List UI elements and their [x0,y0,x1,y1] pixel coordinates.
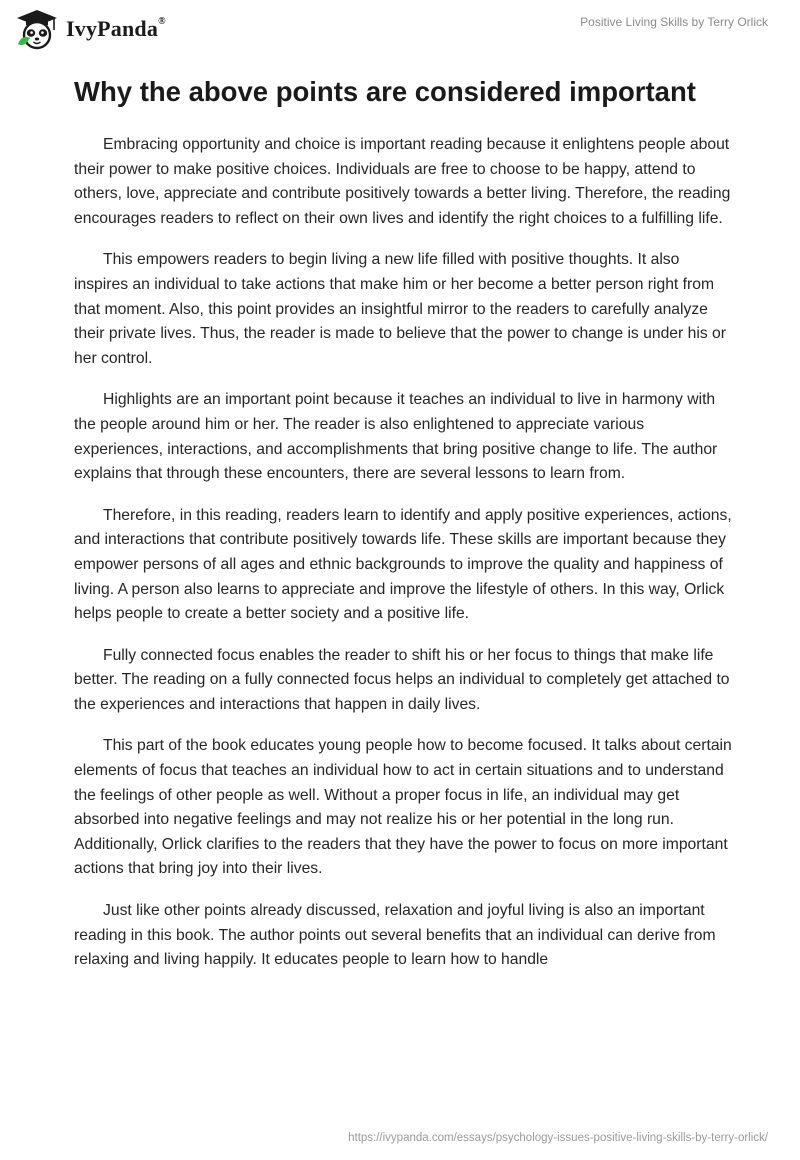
panda-mascot-icon [14,8,60,50]
ivypanda-logo-link[interactable] [14,8,166,50]
registered-mark: ® [158,15,166,27]
paragraph-2: This empowers readers to begin living a new life filled with positive thoughts. It also inspires an individual to take actions that make him or her become a better person right from that moment. Also, this point provides an insightful mirror to the readers to carefully analyze their private lives. Thus, the reader is made to believe that the power to change is under his or her control. [74,251,726,367]
paragraph-6: This part of the book educates young people how to become focused. It talks about certain elements of focus that teaches an individual how to act in certain situations and to understand the feelings of other people as well. Without a proper focus in life, an individual may get absorbed into negative feelings and may not realize his or her potential in the long run. Additionally, Orlick clarifies to the readers that they have the power to focus on more important actions that bring joy into their lives. [74,737,732,878]
brand-name: IvyPanda® [66,15,166,41]
paragraph-1: Embracing opportunity and choice is important reading because it enlightens people about their power to make positive choices. Individuals are free to choose to be happy, attend to others, love, appreciate and contribute positively towards a better living. Therefore, the reading encourages readers to reflect on their own lives and identify the right choices to a fulfilling life. [74,136,731,227]
source-url-link[interactable]: https://ivypanda.com/essays/psychology-issues-positive-living-skills-by-terry-orlick/ [348,1132,768,1144]
page-header [0,0,800,60]
paragraph-3: Highlights are an important point because it teaches an individual to live in harmony with the people around him or her. The reader is also enlightened to appreciate various experiences, interactions, and accomplishments that bring positive change to life. The author explains that through these encounters, there are several lessons to learn from. [74,391,718,483]
document-title: Positive Living Skills by Terry Orlick [580,15,768,29]
section-heading: Why the above points are considered important [74,76,696,107]
article-body [74,72,734,990]
paragraph-4: Therefore, in this reading, readers learn to identify and apply positive experiences, actions, and interactions that contribute positively towards life. These skills are important because they empower persons of all ages and ethnic backgrounds to improve the quality and happiness of living. A person also learns to appreciate and improve the lifestyle of others. In this way, Orlick helps people to create a better society and a positive life. [74,506,732,623]
paragraph-7: Just like other points already discussed, relaxation and joyful living is also an important reading in this book. The author points out several benefits that an individual can derive from relaxing and living happily. It educates people to learn how to handle [74,902,716,969]
paragraph-5: Fully connected focus enables the reader to shift his or her focus to things that make life better. The reading on a fully connected focus helps an individual to completely get attached to the experiences and interactions that happen in daily lives. [74,646,730,713]
